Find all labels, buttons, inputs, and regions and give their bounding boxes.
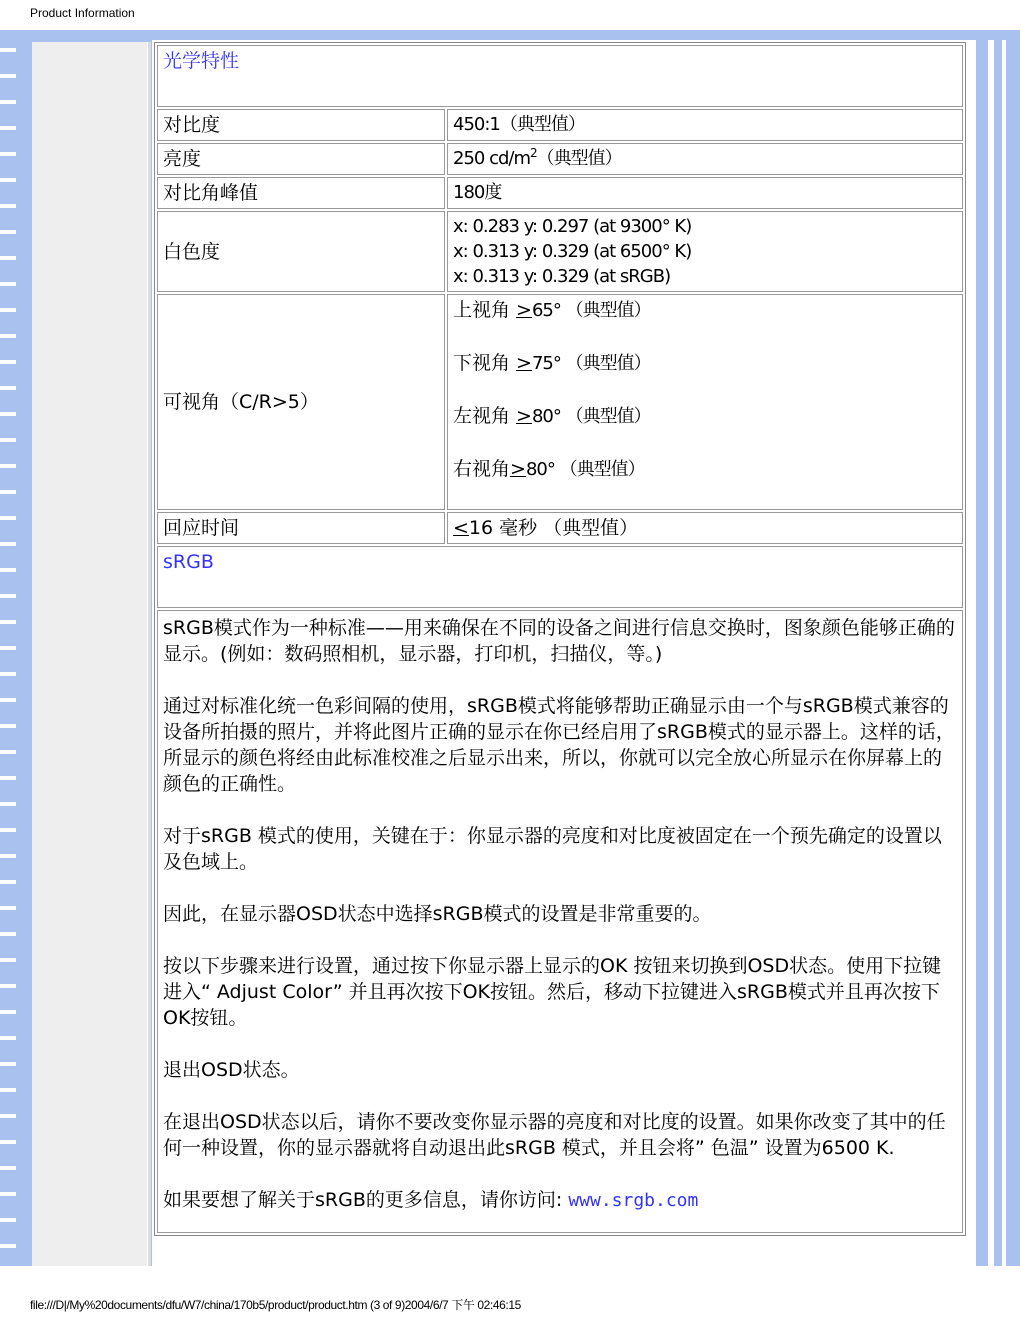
peak-angle-value: 180度 bbox=[447, 177, 963, 209]
srgb-paragraph: 按以下步骤来进行设置，通过按下你显示器上显示的OK 按钮来切换到OSD状态。使用下拉键进入“ Adjust Color” 并且再次按下OK按钮。然后，移动下拉键进入sRGB模式并且再次按下OK按钮。 bbox=[163, 955, 942, 1029]
srgb-more-info: 如果要想了解关于sRGB的更多信息，请你访问: www.srgb.com bbox=[163, 1189, 699, 1211]
viewing-angle-line: 左视角 >80° （典型值） bbox=[453, 405, 651, 427]
main-content bbox=[152, 40, 966, 1266]
page-frame bbox=[0, 30, 1020, 1266]
srgb-paragraph: 对于sRGB 模式的使用，关键在于：你显示器的亮度和对比度被固定在一个预先确定的设置以及色域上。 bbox=[163, 825, 942, 873]
srgb-description bbox=[157, 610, 963, 1233]
table-row bbox=[157, 109, 963, 141]
table-row bbox=[157, 512, 963, 544]
peak-angle-label: 对比角峰值 bbox=[157, 177, 445, 209]
left-nav-column bbox=[32, 42, 147, 1266]
page-header-title: Product Information bbox=[30, 6, 135, 20]
section-title-srgb: sRGB bbox=[163, 551, 214, 573]
page-footer-path: file:///D|/My%20documents/dfu/W7/china/170b5/product/product.htm (3 of 9)2004/6/7 下午 02:46:15 bbox=[30, 1298, 521, 1312]
whiteness-line: x: 0.313 y: 0.329 (at sRGB) bbox=[453, 266, 671, 287]
table-row bbox=[157, 211, 963, 292]
viewing-angle-value bbox=[447, 294, 963, 510]
table-row bbox=[157, 143, 963, 175]
response-time-value: <16 毫秒 （典型值） bbox=[447, 512, 963, 544]
left-decorative-strip bbox=[0, 30, 32, 1266]
table-row bbox=[157, 177, 963, 209]
response-time-label: 回应时间 bbox=[157, 512, 445, 544]
whiteness-line: x: 0.313 y: 0.329 (at 6500° K) bbox=[453, 241, 692, 262]
viewing-angle-line: 上视角 >65° （典型值） bbox=[453, 299, 651, 321]
right-decorative-bars bbox=[966, 40, 1020, 1266]
optical-spec-table bbox=[154, 42, 966, 1236]
viewing-angle-line: 下视角 >75° （典型值） bbox=[453, 352, 651, 374]
whiteness-value bbox=[447, 211, 963, 292]
srgb-section-header bbox=[157, 546, 963, 608]
srgb-paragraph: 通过对标准化统一色彩间隔的使用，sRGB模式将能够帮助正确显示由一个与sRGB模式兼容的设备所拍摄的照片，并将此图片正确的显示在你已经启用了sRGB模式的显示器上。这样的话，所显示的颜色将经由此标准校准之后显示出来，所以，你就可以完全放心所显示在你屏幕上的颜色的正确性。 bbox=[163, 695, 955, 795]
srgb-paragraph: 在退出OSD状态以后，请你不要改变你显示器的亮度和对比度的设置。如果你改变了其中的任何一种设置，你的显示器就将自动退出此sRGB 模式，并且会将” 色温” 设置为6500 K. bbox=[163, 1111, 946, 1159]
contrast-value: 450:1（典型值） bbox=[447, 109, 963, 141]
whiteness-label: 白色度 bbox=[157, 211, 445, 292]
brightness-value: 250 $cd/m^2$（典型值） bbox=[447, 143, 963, 175]
viewing-angle-label: 可视角（C/R>5） bbox=[157, 294, 445, 510]
srgb-paragraph: sRGB模式作为一种标准——用来确保在不同的设备之间进行信息交换时，图象颜色能够正确的显示。(例如：数码照相机，显示器，打印机，扫描仪，等。) bbox=[163, 617, 955, 665]
nav-column-edge bbox=[147, 42, 151, 1266]
srgb-website-link[interactable]: www.srgb.com bbox=[568, 1190, 699, 1211]
srgb-paragraph: 退出OSD状态。 bbox=[163, 1059, 300, 1081]
brightness-label: 亮度 bbox=[157, 143, 445, 175]
optical-section-header bbox=[157, 45, 963, 107]
table-row bbox=[157, 294, 963, 510]
viewing-angle-line: 右视角>80° （典型值） bbox=[453, 458, 645, 480]
srgb-paragraph: 因此，在显示器OSD状态中选择sRGB模式的设置是非常重要的。 bbox=[163, 903, 712, 925]
section-title-optical: 光学特性 bbox=[163, 50, 240, 72]
whiteness-line: x: 0.283 y: 0.297 (at 9300° K) bbox=[453, 216, 692, 237]
contrast-label: 对比度 bbox=[157, 109, 445, 141]
